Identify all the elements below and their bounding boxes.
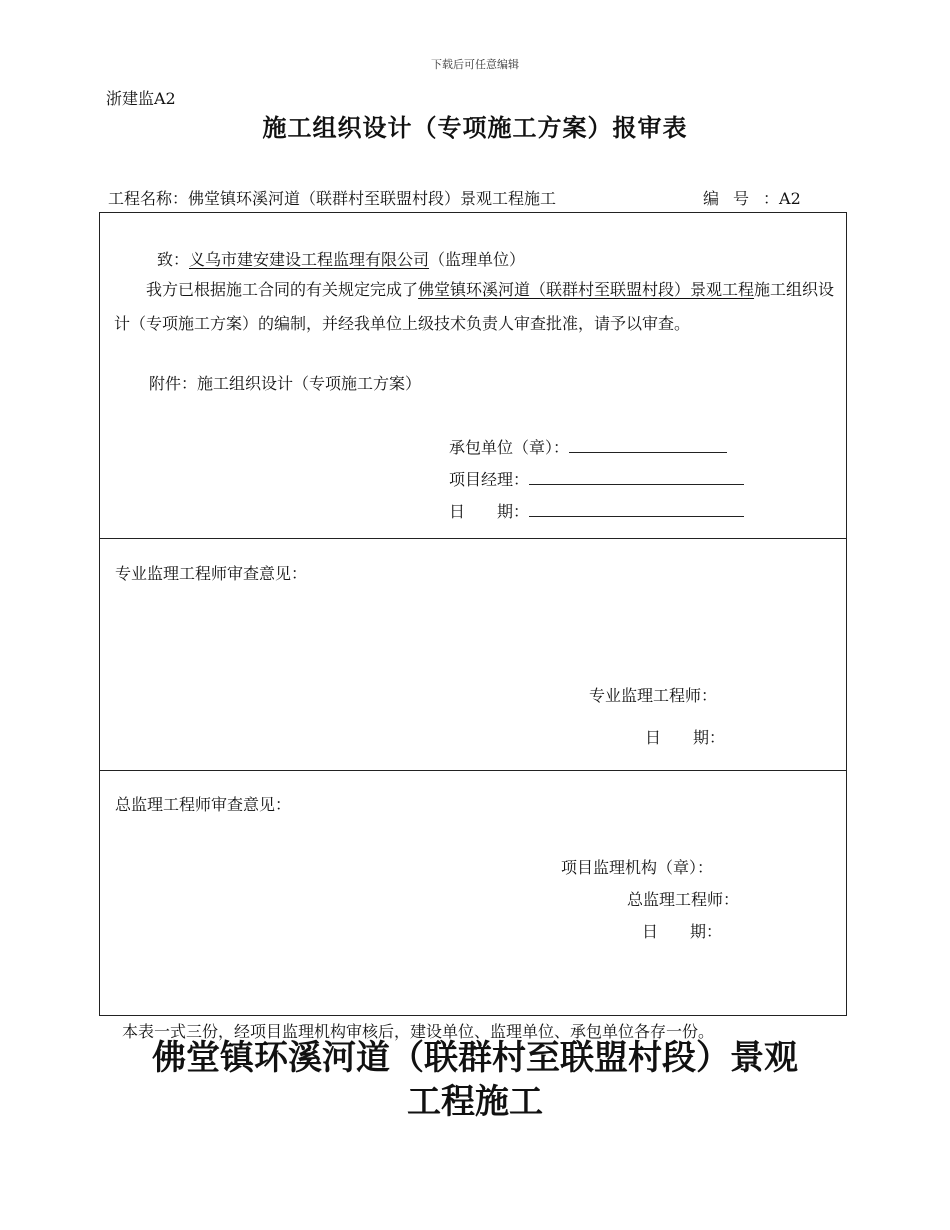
project-name-line	[108, 186, 556, 209]
paragraph-lead: 我方已根据施工合同的有关规定完成了	[146, 280, 419, 299]
form-code: 浙建监A2	[106, 89, 176, 108]
addressee-line	[157, 247, 525, 270]
contractor-signature-line	[569, 437, 727, 453]
specialist-date-label: 日 期：	[645, 728, 726, 747]
addressee-suffix: （监理单位）	[429, 250, 526, 269]
submission-paragraph	[114, 273, 842, 341]
footer-note: 本表一式三份，经项目监理机构审核后，建设单位、监理单位、承包单位各存一份。	[122, 1022, 715, 1041]
specialist-opinion-label: 专业监理工程师审查意见：	[115, 564, 308, 583]
manager-signature-row	[449, 467, 744, 490]
addressee-label: 致：	[157, 250, 190, 269]
paragraph-body: 施工组织设计（专项施工方案）的编制，并经我单位上级技术负责人审查批准，请予以审查。	[114, 280, 835, 333]
section-divider	[100, 770, 846, 771]
project-name-label: 工程名称：	[108, 189, 189, 208]
attachment-line: 附件：施工组织设计（专项施工方案）	[149, 374, 422, 393]
submission-date-line	[529, 501, 744, 517]
supervision-org-label: 项目监理机构（章）：	[561, 858, 714, 877]
chief-engineer-label: 总监理工程师：	[627, 890, 740, 909]
project-name-value: 佛堂镇环溪河道（联群村至联盟村段）景观工程施工	[188, 189, 557, 208]
big-title-line-2: 工程施工	[407, 1082, 543, 1122]
manager-label: 项目经理：	[449, 470, 530, 489]
submission-date-label: 日 期：	[449, 502, 530, 521]
contractor-label: 承包单位（章）：	[449, 438, 570, 457]
supervision-unit-name: 义乌市建安建设工程监理有限公司	[189, 250, 430, 269]
form-number-line	[703, 186, 801, 209]
form-number-label: 编号	[703, 189, 764, 208]
submission-date-row	[449, 499, 744, 522]
page-title: 施工组织设计（专项施工方案）报审表	[262, 113, 688, 142]
project-big-title	[0, 1036, 950, 1124]
chief-opinion-label: 总监理工程师审查意见：	[115, 795, 292, 814]
contractor-signature-row	[449, 435, 727, 458]
big-title-line-1: 佛堂镇环溪河道（联群村至联盟村段）景观	[152, 1038, 798, 1078]
header-note: 下载后可任意编辑	[431, 58, 519, 71]
paragraph-project-name: 佛堂镇环溪河道（联群村至联盟村段）景观工程	[418, 280, 755, 299]
section-divider	[100, 538, 846, 539]
manager-signature-line	[529, 469, 744, 485]
form-table	[99, 212, 847, 1016]
specialist-engineer-label: 专业监理工程师：	[589, 686, 718, 705]
chief-date-label: 日 期：	[642, 922, 723, 941]
form-number-value: ：A2	[763, 189, 801, 208]
